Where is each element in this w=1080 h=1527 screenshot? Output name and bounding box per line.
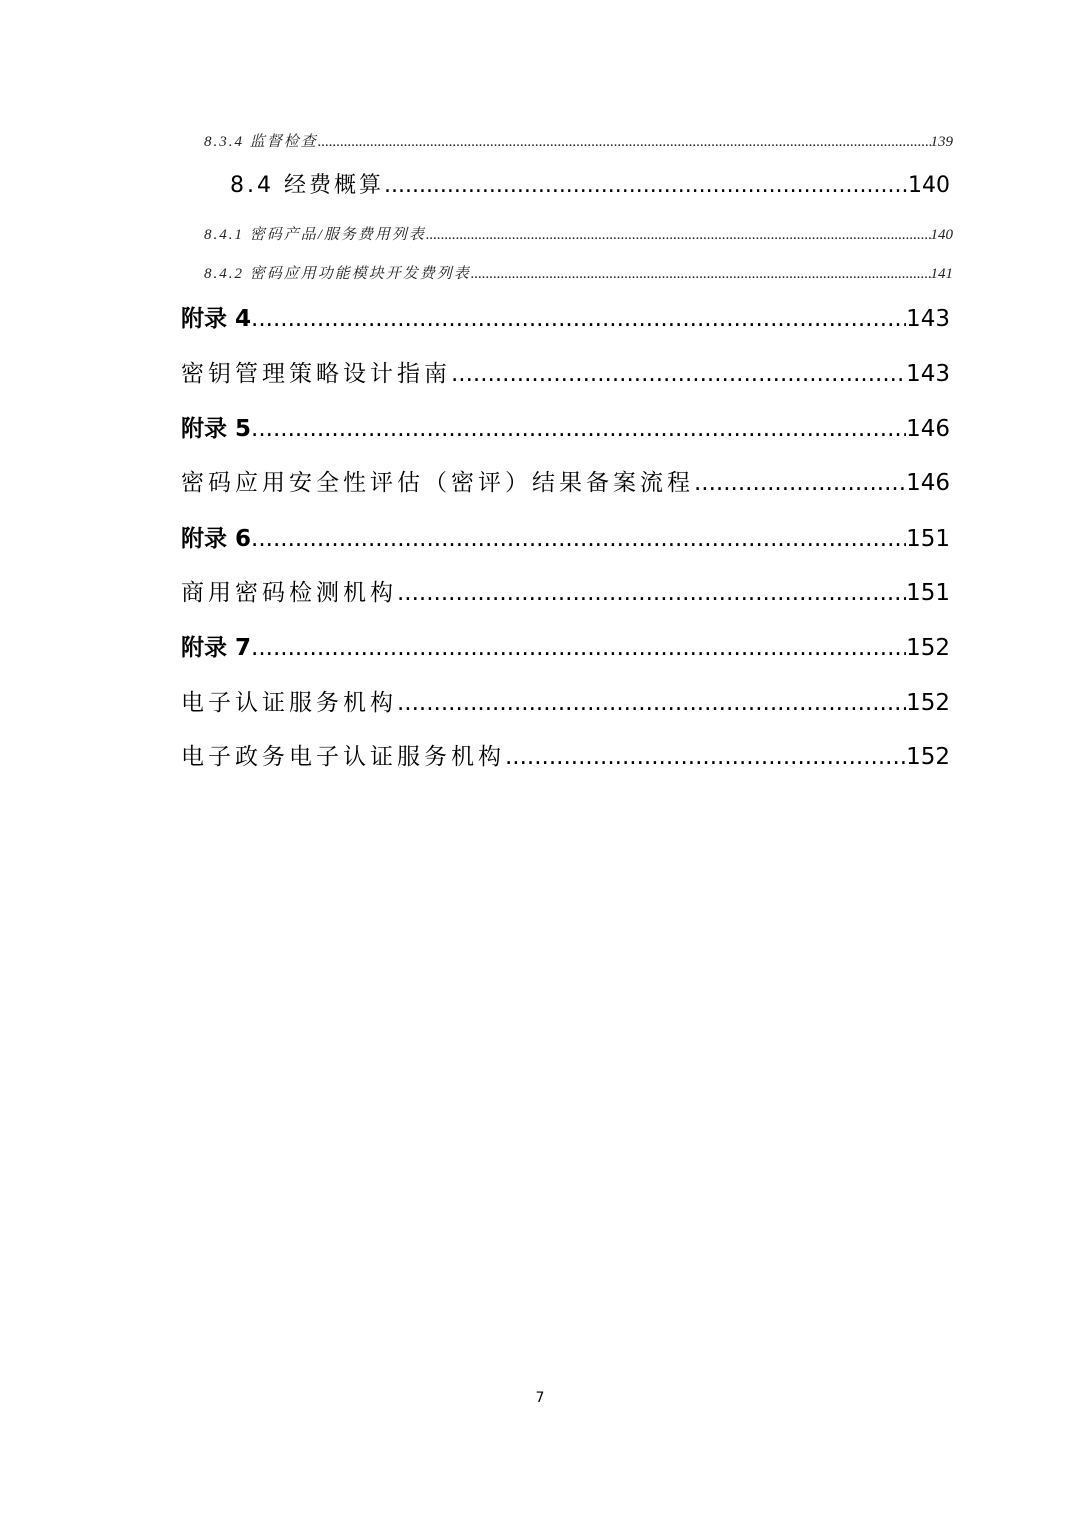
toc-dot-leader (471, 266, 931, 283)
toc-page-number: 151 (906, 526, 950, 552)
toc-entry-label: 电子政务电子认证服务机构 (181, 744, 505, 770)
toc-page-number: 143 (906, 306, 950, 332)
toc-dot-leader (251, 635, 906, 661)
toc-dot-leader (451, 361, 906, 387)
toc-entry-egov-e-cert-institutions[interactable] (181, 738, 950, 772)
toc-page-number: 140 (930, 227, 953, 243)
toc-dot-leader (426, 227, 931, 244)
toc-entry-label: 附录 6 (181, 526, 252, 552)
toc-entry-label: 附录 4 (181, 306, 252, 332)
toc-entry-e-cert-institutions[interactable] (181, 684, 950, 718)
toc-page-number: 146 (906, 416, 950, 442)
toc-entry-label: 密码应用安全性评估（密评）结果备案流程 (181, 470, 694, 496)
toc-entry-appendix-4[interactable] (181, 300, 950, 334)
toc-page-number: 152 (906, 690, 950, 716)
toc-entry-label: 8.4.2 密码应用功能模块开发费列表 (204, 266, 471, 282)
toc-dot-leader (397, 690, 906, 716)
toc-dot-leader (251, 526, 906, 552)
toc-entry-label: 密钥管理策略设计指南 (181, 361, 451, 387)
toc-entry-label: 8.4.1 密码产品/服务费用列表 (204, 227, 426, 243)
toc-entry-appendix-6[interactable] (181, 520, 950, 554)
toc-page-number: 141 (930, 266, 953, 282)
toc-page-number: 152 (906, 744, 950, 770)
toc-entry-label: 附录 7 (181, 635, 252, 661)
toc-entry-label: 8.4 经费概算 (230, 173, 384, 198)
toc-entry-appendix-7[interactable] (181, 629, 950, 663)
toc-entry-label: 8.3.4 监督检查 (204, 134, 318, 150)
toc-dot-leader (251, 416, 906, 442)
toc-dot-leader (505, 744, 906, 770)
toc-entry-assessment-filing-process[interactable] (181, 464, 950, 498)
toc-entry-label: 商用密码检测机构 (181, 580, 397, 606)
toc-entry-8-4-2[interactable] (204, 262, 953, 284)
toc-dot-leader (318, 134, 931, 151)
toc-page-number: 140 (908, 173, 950, 198)
toc-page-number: 139 (930, 134, 953, 150)
toc-page-number: 151 (906, 580, 950, 606)
toc-page-number: 146 (906, 470, 950, 496)
toc-entry-8-3-4[interactable] (204, 130, 953, 152)
toc-page-number: 152 (906, 635, 950, 661)
toc-dot-leader (384, 173, 908, 198)
toc-dot-leader (397, 580, 906, 606)
toc-entry-label: 附录 5 (181, 416, 252, 442)
toc-entry-testing-institutions[interactable] (181, 574, 950, 608)
page-number-footer: 7 (535, 1390, 545, 1406)
toc-entry-appendix-5[interactable] (181, 410, 950, 444)
toc-dot-leader (694, 470, 906, 496)
toc-page-number: 143 (906, 361, 950, 387)
toc-entry-8-4-1[interactable] (204, 223, 953, 245)
toc-dot-leader (251, 306, 906, 332)
toc-entry-key-management-guide[interactable] (181, 355, 950, 389)
toc-entry-8-4[interactable] (230, 168, 950, 200)
toc-entry-label: 电子认证服务机构 (181, 690, 397, 716)
